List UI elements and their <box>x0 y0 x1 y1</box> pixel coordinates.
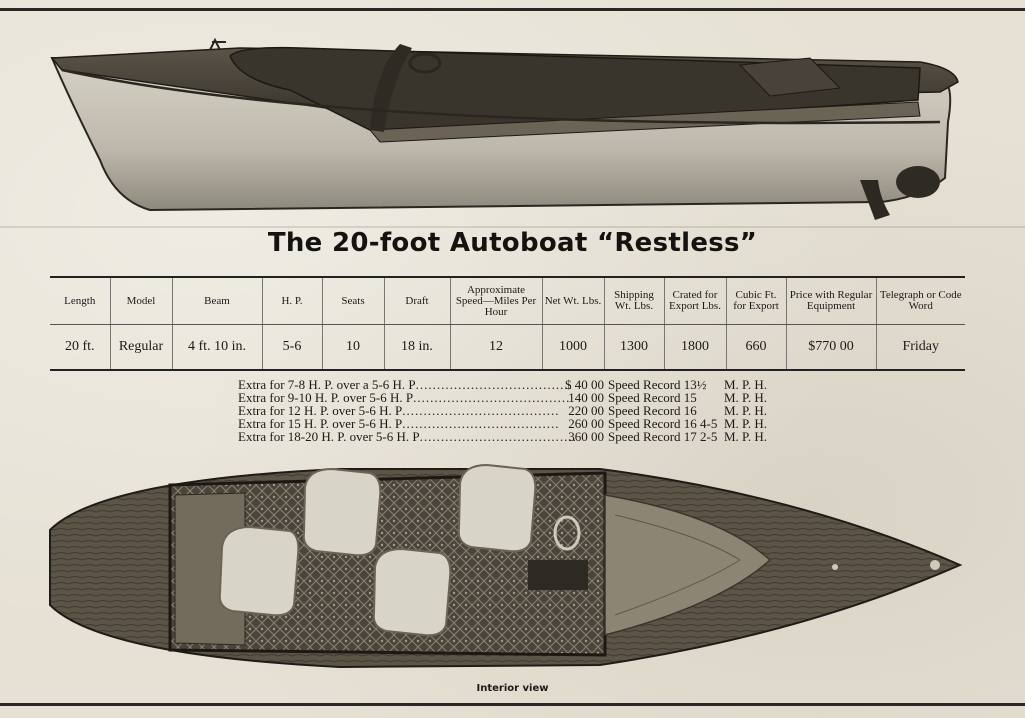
col-header-crated-export: Crated for Export Lbs. <box>664 277 726 325</box>
extra-description: Extra for 15 H. P. over 5-6 H. P <box>238 416 403 431</box>
col-header-speed: Approximate Speed—Miles Per Hour <box>450 277 542 325</box>
leader-dots: ..................................... <box>402 416 560 431</box>
extra-description: Extra for 7-8 H. P. over a 5-6 H. P <box>238 377 416 392</box>
col-header-length: Length <box>50 277 110 325</box>
extra-row <box>238 430 798 443</box>
bottom-rule <box>0 703 1025 706</box>
boat-side-view-illustration <box>40 30 970 235</box>
speed-unit: M. P. H. <box>724 403 767 418</box>
speed-record: Speed Record 15 <box>608 390 697 405</box>
image-caption: Interior view <box>476 683 549 694</box>
extras-list <box>238 378 798 443</box>
cell-model: Regular <box>110 325 172 371</box>
top-rule <box>0 8 1025 11</box>
speed-record: Speed Record 13½ <box>608 377 707 392</box>
extra-description: Extra for 18-20 H. P. over 5-6 H. P <box>238 429 420 444</box>
boat-interior-view-illustration <box>40 455 970 680</box>
col-header-price: Price with Regular Equipment <box>786 277 876 325</box>
extra-description: Extra for 9-10 H. P. over 5-6 H. P <box>238 390 414 405</box>
page-title: The 20-foot Autoboat “Restless” <box>267 228 758 258</box>
leader-dots: ..................................... <box>413 390 571 405</box>
leader-dots: ..................................... <box>419 429 577 444</box>
extra-price: 140 00 <box>568 390 604 405</box>
cell-net-wt: 1000 <box>542 325 604 371</box>
col-header-model: Model <box>110 277 172 325</box>
col-header-draft: Draft <box>384 277 450 325</box>
col-header-cubic-ft: Cubic Ft. for Export <box>726 277 786 325</box>
speed-unit: M. P. H. <box>724 429 767 444</box>
spec-table <box>50 276 965 371</box>
cell-crated-export: 1800 <box>664 325 726 371</box>
cell-price: $770 00 <box>786 325 876 371</box>
speed-unit: M. P. H. <box>724 377 767 392</box>
col-header-hp: H. P. <box>262 277 322 325</box>
col-header-beam: Beam <box>172 277 262 325</box>
cell-cubic-ft: 660 <box>726 325 786 371</box>
speed-unit: M. P. H. <box>724 416 767 431</box>
cell-length: 20 ft. <box>50 325 110 371</box>
extra-price: 260 00 <box>568 416 604 431</box>
cell-beam: 4 ft. 10 in. <box>172 325 262 371</box>
speed-record: Speed Record 16 4-5 <box>608 416 718 431</box>
spec-value-row <box>50 325 965 371</box>
extra-price: 220 00 <box>568 403 604 418</box>
cell-code-word: Friday <box>876 325 965 371</box>
spec-header-row <box>50 277 965 325</box>
cell-speed: 12 <box>450 325 542 371</box>
col-header-code-word: Telegraph or Code Word <box>876 277 965 325</box>
cell-seats: 10 <box>322 325 384 371</box>
col-header-net-wt: Net Wt. Lbs. <box>542 277 604 325</box>
cell-shipping-wt: 1300 <box>604 325 664 371</box>
cell-draft: 18 in. <box>384 325 450 371</box>
extra-description: Extra for 12 H. P. over 5-6 H. P <box>238 403 403 418</box>
leader-dots: ..................................... <box>415 377 573 392</box>
speed-unit: M. P. H. <box>724 390 767 405</box>
cell-hp: 5-6 <box>262 325 322 371</box>
speed-record: Speed Record 17 2-5 <box>608 429 718 444</box>
leader-dots: ..................................... <box>402 403 560 418</box>
extra-price: 360 00 <box>568 429 604 444</box>
speed-record: Speed Record 16 <box>608 403 697 418</box>
extra-price: $ 40 00 <box>565 377 604 392</box>
col-header-seats: Seats <box>322 277 384 325</box>
col-header-shipping-wt: Shipping Wt. Lbs. <box>604 277 664 325</box>
